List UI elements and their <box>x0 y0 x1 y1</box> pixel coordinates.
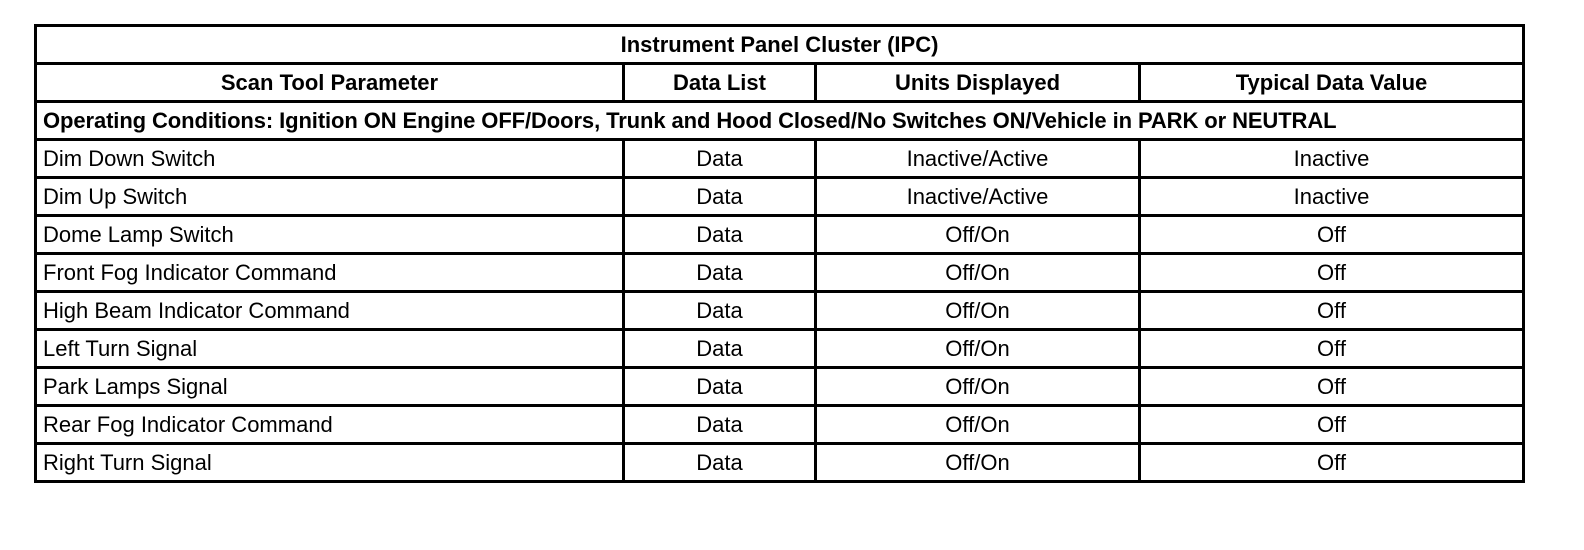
cell-typical-data-value: Off <box>1140 444 1524 482</box>
cell-typical-data-value: Off <box>1140 330 1524 368</box>
header-typical-data-value: Typical Data Value <box>1140 64 1524 102</box>
cell-units-displayed: Off/On <box>816 216 1140 254</box>
data-rows <box>36 140 1524 482</box>
table-row <box>36 140 1524 178</box>
table-title-row <box>36 26 1524 64</box>
cell-parameter: Park Lamps Signal <box>36 368 624 406</box>
operating-conditions-row <box>36 102 1524 140</box>
table-row <box>36 216 1524 254</box>
cell-data-list: Data <box>624 178 816 216</box>
cell-typical-data-value: Off <box>1140 254 1524 292</box>
cell-parameter: Rear Fog Indicator Command <box>36 406 624 444</box>
cell-units-displayed: Off/On <box>816 330 1140 368</box>
cell-parameter: Dim Up Switch <box>36 178 624 216</box>
cell-units-displayed: Off/On <box>816 254 1140 292</box>
cell-units-displayed: Off/On <box>816 292 1140 330</box>
cell-data-list: Data <box>624 216 816 254</box>
cell-data-list: Data <box>624 406 816 444</box>
cell-typical-data-value: Off <box>1140 292 1524 330</box>
table-row <box>36 178 1524 216</box>
header-scan-tool-parameter: Scan Tool Parameter <box>36 64 624 102</box>
cell-data-list: Data <box>624 140 816 178</box>
cell-data-list: Data <box>624 292 816 330</box>
cell-parameter: Dim Down Switch <box>36 140 624 178</box>
operating-conditions: Operating Conditions: Ignition ON Engine OFF/Doors, Trunk and Hood Closed/No Switches ON/Vehicle in PARK or NEUTRAL <box>36 102 1524 140</box>
cell-typical-data-value: Off <box>1140 406 1524 444</box>
cell-data-list: Data <box>624 330 816 368</box>
table-header-row <box>36 64 1524 102</box>
cell-parameter: High Beam Indicator Command <box>36 292 624 330</box>
table-title: Instrument Panel Cluster (IPC) <box>36 26 1524 64</box>
table-row <box>36 406 1524 444</box>
cell-units-displayed: Inactive/Active <box>816 140 1140 178</box>
cell-data-list: Data <box>624 444 816 482</box>
cell-units-displayed: Off/On <box>816 406 1140 444</box>
ipc-data-table <box>34 24 1525 483</box>
table-row <box>36 330 1524 368</box>
cell-units-displayed: Off/On <box>816 368 1140 406</box>
cell-typical-data-value: Inactive <box>1140 140 1524 178</box>
header-data-list: Data List <box>624 64 816 102</box>
cell-typical-data-value: Off <box>1140 368 1524 406</box>
header-units-displayed: Units Displayed <box>816 64 1140 102</box>
cell-data-list: Data <box>624 368 816 406</box>
table-row <box>36 368 1524 406</box>
table-row <box>36 254 1524 292</box>
cell-units-displayed: Inactive/Active <box>816 178 1140 216</box>
cell-data-list: Data <box>624 254 816 292</box>
cell-typical-data-value: Off <box>1140 216 1524 254</box>
cell-parameter: Left Turn Signal <box>36 330 624 368</box>
table-row <box>36 292 1524 330</box>
table-row <box>36 444 1524 482</box>
cell-units-displayed: Off/On <box>816 444 1140 482</box>
cell-parameter: Right Turn Signal <box>36 444 624 482</box>
cell-parameter: Front Fog Indicator Command <box>36 254 624 292</box>
cell-typical-data-value: Inactive <box>1140 178 1524 216</box>
cell-parameter: Dome Lamp Switch <box>36 216 624 254</box>
